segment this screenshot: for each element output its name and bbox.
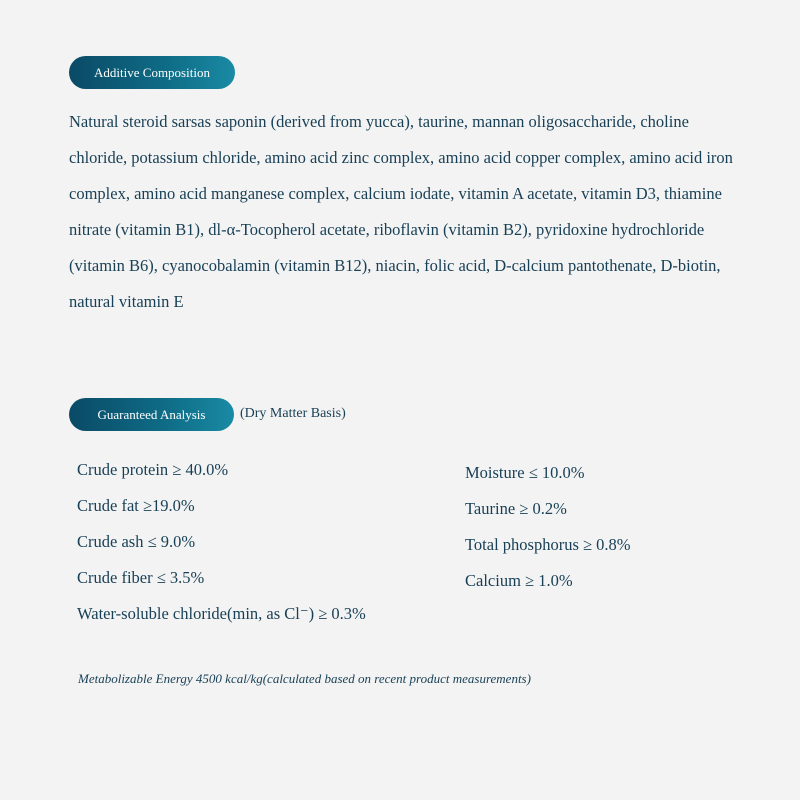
analysis-item-crude-fat: Crude fat ≥19.0% <box>77 496 195 515</box>
analysis-item-phosphorus: Total phosphorus ≥ 0.8% <box>465 535 631 554</box>
analysis-left-column <box>77 455 366 635</box>
additive-composition-text: Natural steroid sarsas saponin (derived from yucca), taurine, mannan oligosaccharide, choline chloride, potassium chloride, amino acid zinc complex, amino acid copper complex, amino acid iron complex, amino acid manganese complex, calcium iodate, vitamin A acetate, vitamin D3, thiamine nitrate (vitamin B1), dl-α-Tocopherol acetate, riboflavin (vitamin B2), pyridoxine hydrochloride (vitamin B6), cyanocobalamin (vitamin B12), niacin, folic acid, D-calcium pantothenate, D-biotin, natural vitamin E <box>69 112 733 311</box>
dry-matter-basis-label: (Dry Matter Basis) <box>240 406 346 421</box>
analysis-item-crude-protein: Crude protein ≥ 40.0% <box>77 460 229 479</box>
additive-composition-heading <box>69 56 235 89</box>
analysis-item-taurine: Taurine ≥ 0.2% <box>465 499 567 518</box>
guaranteed-analysis-title: Guaranteed Analysis <box>97 406 206 422</box>
analysis-item-calcium: Calcium ≥ 1.0% <box>465 571 573 590</box>
analysis-right-column <box>465 458 631 602</box>
metabolizable-energy-note: Metabolizable Energy 4500 kcal/kg(calculated based on recent product measurements) <box>78 671 531 686</box>
analysis-item-moisture: Moisture ≤ 10.0% <box>465 463 585 482</box>
additive-composition-title: Additive Composition <box>94 64 210 80</box>
analysis-item-crude-fiber: Crude fiber ≤ 3.5% <box>77 568 205 587</box>
analysis-item-chloride: Water-soluble chloride(min, as Cl⁻) ≥ 0.3% <box>77 604 366 623</box>
analysis-item-crude-ash: Crude ash ≤ 9.0% <box>77 532 196 551</box>
guaranteed-analysis-heading <box>69 398 234 431</box>
